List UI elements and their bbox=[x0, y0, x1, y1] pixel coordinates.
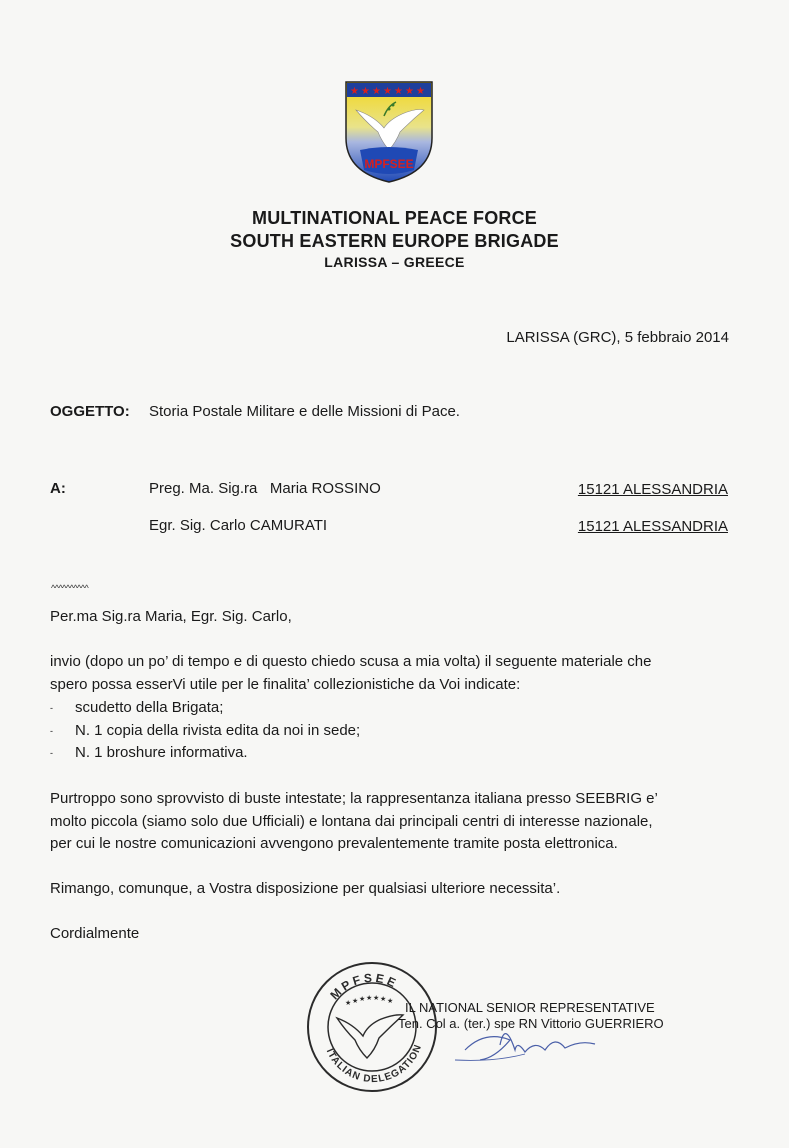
closing-salutation: Cordialmente bbox=[50, 925, 140, 942]
separator-mark: ^^^^^^^^^^ bbox=[51, 583, 89, 593]
svg-text:★: ★ bbox=[366, 994, 373, 1002]
svg-text:★: ★ bbox=[372, 86, 381, 97]
logo-text: MPFSEE bbox=[364, 157, 414, 171]
svg-text:★: ★ bbox=[416, 86, 425, 97]
greeting: Per.ma Sig.ra Maria, Egr. Sig. Carlo, bbox=[50, 608, 292, 625]
svg-text:★: ★ bbox=[352, 997, 359, 1005]
recipient-address: 15121 ALESSANDRIA bbox=[577, 481, 728, 498]
svg-text:★: ★ bbox=[405, 86, 414, 97]
bullet-marker: - bbox=[50, 748, 53, 758]
svg-text:★: ★ bbox=[361, 86, 370, 97]
svg-text:★: ★ bbox=[359, 995, 366, 1003]
svg-text:★: ★ bbox=[350, 86, 359, 97]
header-line-1: MULTINATIONAL PEACE FORCE bbox=[252, 208, 537, 228]
letter-date: LARISSA (GRC), 5 febbraio 2014 bbox=[506, 329, 729, 346]
stamp-top-text: MPFSEE bbox=[327, 970, 401, 1003]
svg-text:★: ★ bbox=[345, 999, 352, 1007]
svg-text:★: ★ bbox=[373, 994, 380, 1002]
recipient-name: Egr. Sig. Carlo CAMURATI bbox=[149, 517, 328, 534]
paragraph-closing: Rimango, comunque, a Vostra disposizione per qualsiasi ulteriore necessita’. bbox=[50, 880, 561, 897]
recipients-label: A: bbox=[50, 480, 66, 497]
recipient-address: 15121 ALESSANDRIA bbox=[577, 518, 728, 535]
paragraph-line: molto piccola (siamo solo due Ufficiali) e lontana dai principali centri di interesse nazionale, bbox=[50, 812, 653, 830]
list-item-text: N. 1 copia della rivista edita da noi in sede; bbox=[75, 721, 361, 739]
recipient-name: Preg. Ma. Sig.ra Maria ROSSINO bbox=[149, 480, 381, 497]
paragraph-explanation bbox=[50, 788, 740, 856]
list-item-text: N. 1 broshure informativa. bbox=[75, 744, 248, 761]
stamp-bottom-text: ITALIAN DELEGATION bbox=[323, 1042, 425, 1086]
svg-text:★: ★ bbox=[394, 86, 403, 97]
paragraph-line: spero possa esserVi utile per le finalita’ collezionistiche da Voi indicate: bbox=[50, 675, 521, 693]
subject-text: Storia Postale Militare e delle Missioni di Pace. bbox=[149, 403, 460, 420]
material-list bbox=[50, 697, 360, 765]
svg-text:★: ★ bbox=[383, 86, 392, 97]
list-item bbox=[50, 742, 360, 765]
svg-text:★: ★ bbox=[380, 995, 387, 1003]
svg-text:★: ★ bbox=[387, 997, 394, 1005]
list-item-text: scudetto della Brigata; bbox=[75, 699, 224, 716]
list-item bbox=[50, 697, 360, 720]
paragraph-line: Purtroppo sono sprovvisto di buste intestate; la rappresentanza italiana presso SEEBRIG e’ bbox=[50, 790, 658, 807]
paragraph-line: per cui le nostre comunicazioni avvengono prevalentemente tramite posta elettronica. bbox=[50, 835, 618, 852]
bullet-marker: - bbox=[50, 703, 53, 713]
signatory-name: Ten. Col a. (ter.) spe RN Vittorio GUERRIERO bbox=[398, 1016, 664, 1031]
subject-label: OGGETTO: bbox=[50, 403, 130, 420]
list-item bbox=[50, 720, 360, 743]
bullet-marker: - bbox=[50, 725, 53, 736]
header-location: LARISSA – GREECE bbox=[324, 254, 465, 270]
paragraph-intro bbox=[50, 651, 740, 696]
brigade-logo bbox=[344, 80, 434, 184]
signatory-title: IL NATIONAL SENIOR REPRESENTATIVE bbox=[405, 1000, 655, 1015]
header-line-2: SOUTH EASTERN EUROPE BRIGADE bbox=[230, 231, 559, 251]
paragraph-line: invio (dopo un po’ di tempo e di questo chiedo scusa a mia volta) il seguente materiale che bbox=[50, 653, 652, 670]
